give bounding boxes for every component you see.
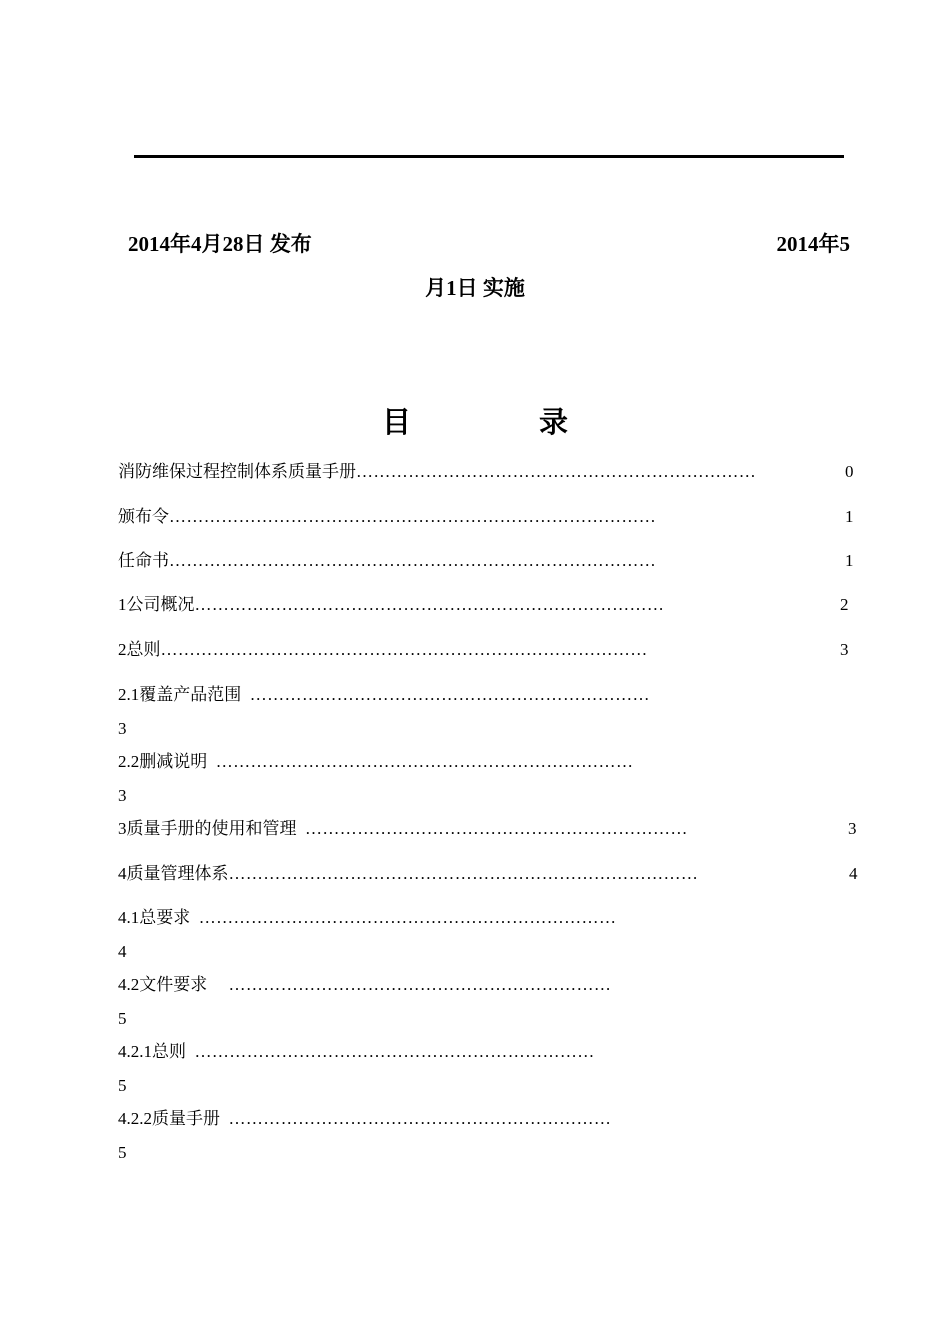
toc-entry-label: 4质量管理体系: [118, 864, 229, 883]
toc-entry[interactable]: [118, 973, 860, 997]
toc-entry-page: 4: [849, 864, 858, 883]
toc-leader: ……………………………………………………………: [194, 1042, 595, 1061]
toc-entry-label: 任命书: [118, 551, 169, 570]
toc-entry[interactable]: [118, 549, 860, 573]
toc-title: [0, 400, 950, 441]
toc-entry-page: 3: [118, 786, 127, 805]
toc-entry[interactable]: [118, 638, 860, 662]
toc-title-right: 录: [539, 407, 569, 439]
implement-date-start: 2014年5: [776, 232, 850, 256]
toc-entry[interactable]: [118, 906, 860, 930]
implement-date-end: 月1日 实施: [425, 276, 525, 300]
toc-entry-label: 颁布令: [118, 507, 169, 526]
toc-leader: ……………………………………………………………: [356, 462, 757, 481]
toc-entry-page: 1: [845, 507, 854, 526]
toc-entry-label: 4.2文件要求: [118, 975, 208, 994]
toc-entry-page: 3: [848, 819, 857, 838]
toc-entry-page: 5: [118, 1009, 127, 1028]
toc-entry[interactable]: [118, 460, 860, 484]
toc-entry[interactable]: [118, 750, 860, 774]
toc-entry[interactable]: [118, 817, 860, 841]
toc-entry[interactable]: [118, 505, 860, 529]
toc-entry-page: 5: [118, 1143, 127, 1162]
toc-leader: ………………………………………………………………………: [228, 864, 699, 883]
toc-entry[interactable]: [118, 1107, 860, 1131]
header-rule: [134, 155, 844, 158]
toc-title-left: 目: [381, 407, 411, 439]
toc-entry-label: 2.1覆盖产品范围: [118, 685, 242, 704]
toc-entry[interactable]: [118, 862, 860, 886]
toc-entry-label: 3质量手册的使用和管理: [118, 819, 297, 838]
toc-leader: …………………………………………………………: [305, 819, 688, 838]
toc-leader: ………………………………………………………………………: [194, 595, 665, 614]
toc-leader: …………………………………………………………: [228, 975, 612, 994]
toc-entry-label: 4.2.1总则: [118, 1042, 186, 1061]
toc-entry-page: 2: [840, 595, 849, 614]
toc-entry-page: 1: [845, 551, 854, 570]
toc-entry-page: 3: [118, 719, 127, 738]
publish-date: 2014年4月28日 发布: [128, 232, 312, 256]
toc-leader: …………………………………………………………………………: [160, 640, 648, 659]
toc-entry-label: 2总则: [118, 640, 161, 659]
toc-entry-page: 5: [118, 1076, 127, 1095]
toc-leader: ……………………………………………………………: [249, 685, 650, 704]
toc-entry-label: 2.2删减说明: [118, 752, 208, 771]
toc-entry-label: 4.2.2质量手册: [118, 1109, 220, 1128]
toc-entry[interactable]: [118, 1040, 860, 1064]
toc-leader: …………………………………………………………………………: [169, 551, 657, 570]
toc-leader: …………………………………………………………: [228, 1109, 612, 1128]
toc-entry[interactable]: [118, 593, 860, 617]
toc-leader: ………………………………………………………………: [198, 908, 617, 927]
toc-entry-page: 0: [845, 462, 854, 481]
toc-entry-page: 4: [118, 942, 127, 961]
toc-entry-page: 3: [840, 640, 849, 659]
toc-entry-label: 消防维保过程控制体系质量手册: [118, 462, 356, 481]
toc-leader: …………………………………………………………………………: [169, 507, 657, 526]
toc-entry-label: 1公司概况: [118, 595, 195, 614]
toc-entry-label: 4.1总要求: [118, 908, 191, 927]
toc-leader: ………………………………………………………………: [215, 752, 634, 771]
toc-entry[interactable]: [118, 683, 860, 707]
